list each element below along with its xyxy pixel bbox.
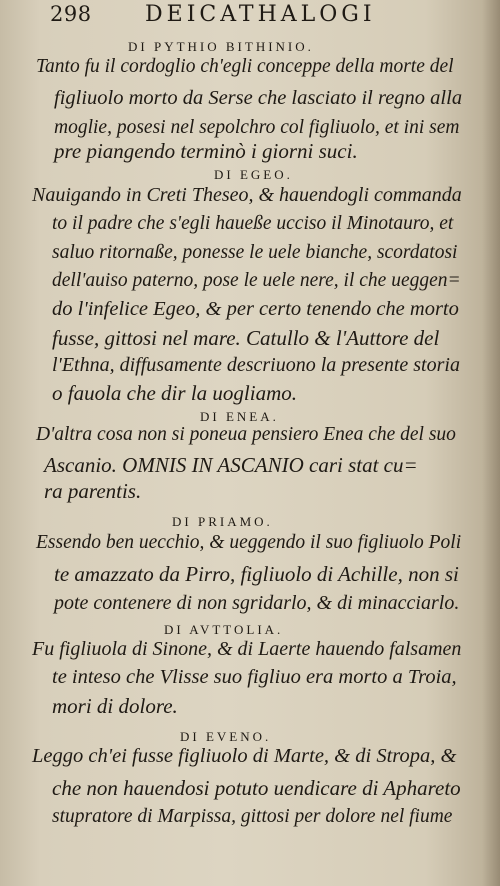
text-line: saluo ritornaße, ponesse le uele bianche, scordatosi (52, 242, 458, 263)
section-title: DI PRIAMO. (172, 514, 273, 529)
text-line: dell'auiso paterno, pose le uele nere, il che ueggen= (52, 270, 461, 291)
text-line: ra parentis. (44, 479, 142, 503)
text-line: pre piangendo terminò i giorni suci. (54, 139, 358, 163)
section-title: DI EVENO. (180, 729, 272, 744)
text-line: Essendo ben uecchio, & ueggendo il suo figliuolo Poli (36, 532, 462, 553)
page-number: 298 (50, 2, 92, 26)
text-line: te inteso che Vlisse suo figliuo era morto a Troia, (52, 666, 457, 688)
text-line: Ascanio. OMNIS IN ASCANIO cari stat cu= (44, 453, 418, 477)
section-title: DI PYTHIO BITHINIO. (128, 39, 314, 54)
running-head: DEICATHALOGI (145, 2, 376, 27)
page-header (50, 2, 490, 32)
section-title: DI AVTTOLIA. (164, 622, 284, 637)
text-line: figliuolo morto da Serse che lasciato il regno alla (54, 87, 463, 109)
page-gutter-shadow (482, 0, 500, 886)
text-line: fusse, gittosi nel mare. Catullo & l'Auttore del (52, 326, 440, 350)
text-line: che non hauendosi potuto uendicare di Aphareto (52, 776, 461, 800)
text-line: te amazzato da Pirro, figliuolo di Achille, non si (54, 562, 459, 586)
text-line: Nauigando in Creti Theseo, & hauendogli commanda (32, 184, 462, 206)
text-line: Tanto fu il cordoglio ch'egli conceppe della morte del (36, 56, 454, 77)
text-line: pote contenere di non sgridarlo, & di minacciarlo. (54, 592, 460, 614)
section-title: DI ENEA. (200, 409, 279, 424)
text-line: Leggo ch'ei fusse figliuolo di Marte, & di Stropa, & (32, 745, 457, 767)
text-line: l'Ethna, diffusamente descriuono la presente storia (52, 354, 460, 376)
text-line: o fauola che dir la uogliamo. (52, 381, 297, 405)
text-line: D'altra cosa non si poneua pensiero Enea che del suo (36, 424, 456, 445)
text-line: Fu figliuola di Sinone, & di Laerte hauendo falsamen (32, 638, 462, 660)
text-line: mori di dolore. (52, 694, 178, 718)
text-line: do l'infelice Egeo, & per certo tenendo che morto (52, 298, 459, 320)
section-title: DI EGEO. (214, 167, 293, 182)
text-line: moglie, posesi nel sepolchro col figliuolo, et ini sem (54, 117, 460, 138)
text-line: to il padre che s'egli haueße ucciso il Minotauro, et (52, 213, 454, 234)
text-line: stupratore di Marpissa, gittosi per dolore nel fiume (52, 806, 453, 827)
